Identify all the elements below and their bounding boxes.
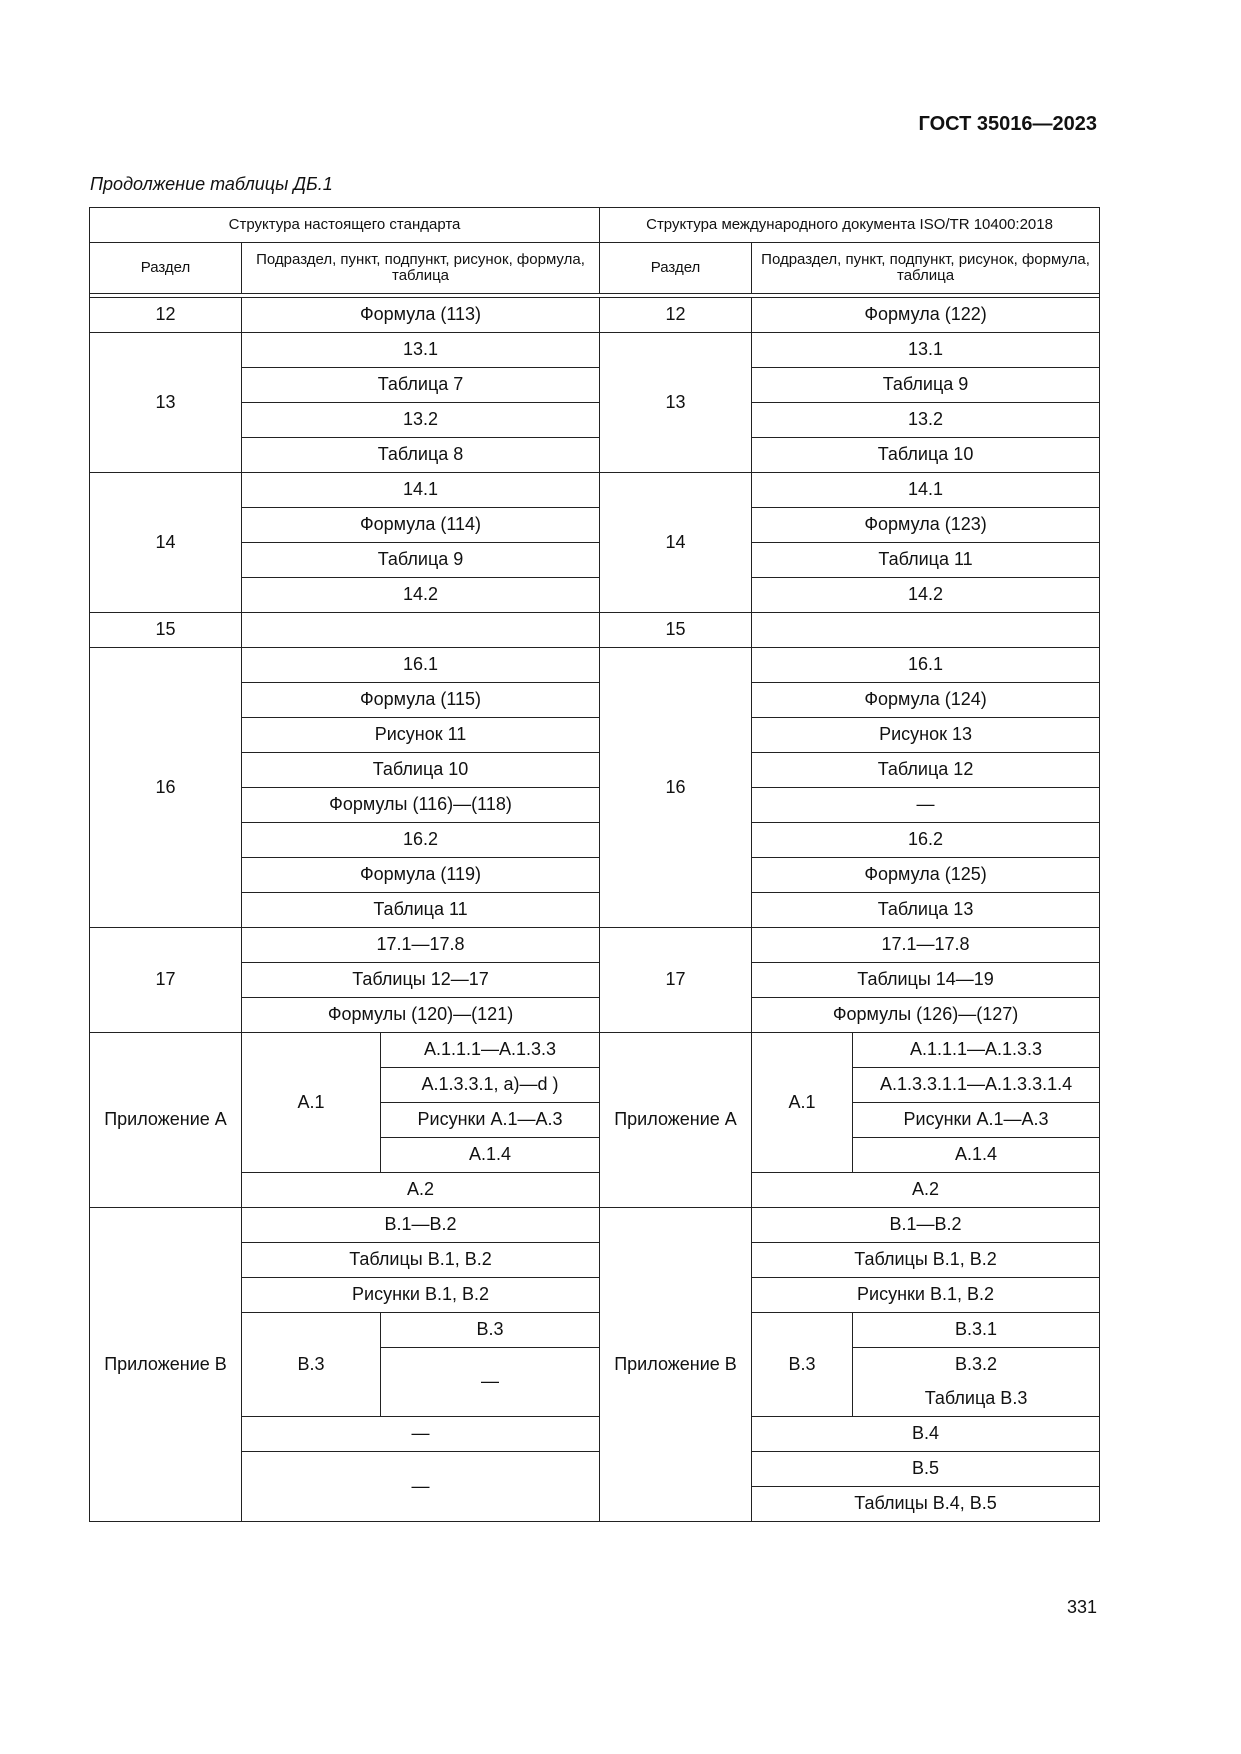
table-row — [90, 928, 1100, 963]
item-cell: Формулы (126)—(127) — [752, 998, 1100, 1033]
item-cell: Рисунки А.1—А.3 — [381, 1103, 600, 1138]
item-cell: Таблицы В.1, В.2 — [242, 1243, 600, 1278]
section-cell: 12 — [90, 298, 242, 333]
table-row — [90, 718, 1100, 753]
table-row — [90, 613, 1100, 648]
item-cell: — — [752, 788, 1100, 823]
item-cell: 16.2 — [752, 823, 1100, 858]
item-cell: Таблицы В.4, В.5 — [752, 1487, 1100, 1522]
item-cell: Таблица 12 — [752, 753, 1100, 788]
item-cell: 14.1 — [752, 473, 1100, 508]
item-cell: — — [381, 1348, 600, 1417]
section-cell: 13 — [90, 333, 242, 473]
item-cell: Формула (119) — [242, 858, 600, 893]
table-row — [90, 403, 1100, 438]
item-cell: Таблица 8 — [242, 438, 600, 473]
section-cell: 15 — [600, 613, 752, 648]
item-cell: Таблицы 14—19 — [752, 963, 1100, 998]
table-row — [90, 298, 1100, 333]
item-cell: 14.1 — [242, 473, 600, 508]
table-row — [90, 1033, 1100, 1068]
item-cell: — — [242, 1452, 600, 1522]
item-cell: Рисунок 11 — [242, 718, 600, 753]
item-cell: В.1—В.2 — [752, 1208, 1100, 1243]
subsection-cell: А.1 — [752, 1033, 853, 1173]
table-row — [90, 683, 1100, 718]
page-number: 331 — [1066, 1597, 1097, 1617]
item-cell: А.2 — [752, 1173, 1100, 1208]
item-cell: 13.1 — [752, 333, 1100, 368]
item-cell: 16.1 — [242, 648, 600, 683]
table-row — [90, 1313, 1100, 1348]
item-cell: 14.2 — [242, 578, 600, 613]
table-row — [90, 1278, 1100, 1313]
section-cell: Приложение А — [90, 1033, 242, 1208]
section-cell: Приложение А — [600, 1033, 752, 1208]
table-row — [90, 438, 1100, 473]
table-row — [90, 578, 1100, 613]
item-cell: Формула (115) — [242, 683, 600, 718]
table-row — [90, 1208, 1100, 1243]
item-cell: Таблицы 12—17 — [242, 963, 600, 998]
subsection-cell: А.1 — [242, 1033, 381, 1173]
section-cell: Приложение В — [600, 1208, 752, 1522]
table-row — [90, 998, 1100, 1033]
section-cell: 17 — [90, 928, 242, 1033]
table-row — [90, 1417, 1100, 1452]
item-cell: Формула (124) — [752, 683, 1100, 718]
item-cell: А.1.4 — [381, 1138, 600, 1173]
section-cell: 16 — [600, 648, 752, 928]
table-row — [90, 788, 1100, 823]
item-cell: Таблица 13 — [752, 893, 1100, 928]
table-row — [90, 333, 1100, 368]
item-cell: А.2 — [242, 1173, 600, 1208]
item-cell: В.3.1 — [853, 1313, 1100, 1348]
item-cell: — — [242, 1417, 600, 1452]
section-cell: 14 — [90, 473, 242, 613]
item-cell: 13.1 — [242, 333, 600, 368]
item-cell: В.3 — [381, 1313, 600, 1348]
item-cell: В.5 — [752, 1452, 1100, 1487]
item-cell: В.4 — [752, 1417, 1100, 1452]
section-cell: 16 — [90, 648, 242, 928]
item-cell: Таблица 10 — [242, 753, 600, 788]
table-row — [90, 1173, 1100, 1208]
col-header-right-subsection: Подраздел, пункт, подпункт, рисунок, формула, таблица — [752, 243, 1100, 294]
item-cell: Формула (113) — [242, 298, 600, 333]
item-cell: 13.2 — [752, 403, 1100, 438]
item-cell: Таблица 9 — [752, 368, 1100, 403]
item-cell: А.1.4 — [853, 1138, 1100, 1173]
table-row — [90, 893, 1100, 928]
table-row — [90, 858, 1100, 893]
table-row — [90, 753, 1100, 788]
item-cell-empty — [242, 613, 600, 648]
subsection-cell: В.3 — [752, 1313, 853, 1417]
subsection-cell: В.3 — [242, 1313, 381, 1417]
item-cell: Формула (114) — [242, 508, 600, 543]
column-header-row — [90, 243, 1100, 294]
table-row — [90, 823, 1100, 858]
item-cell: Формулы (120)—(121) — [242, 998, 600, 1033]
table-row — [90, 648, 1100, 683]
item-cell: Таблицы В.1, В.2 — [752, 1243, 1100, 1278]
item-cell: 16.1 — [752, 648, 1100, 683]
item-cell: А.1.1.1—А.1.3.3 — [381, 1033, 600, 1068]
item-cell: Рисунки А.1—А.3 — [853, 1103, 1100, 1138]
item-cell: 13.2 — [242, 403, 600, 438]
section-cell: 12 — [600, 298, 752, 333]
table-row — [90, 963, 1100, 998]
item-cell: Таблица 11 — [242, 893, 600, 928]
table-row — [90, 368, 1100, 403]
item-cell: Таблица 11 — [752, 543, 1100, 578]
section-cell: 14 — [600, 473, 752, 613]
item-cell: В.3.2 — [853, 1348, 1100, 1383]
table-row — [90, 508, 1100, 543]
item-cell: 17.1—17.8 — [242, 928, 600, 963]
section-cell: Приложение В — [90, 1208, 242, 1522]
table-row — [90, 1243, 1100, 1278]
item-cell: 17.1—17.8 — [752, 928, 1100, 963]
group-header-left: Структура настоящего стандарта — [90, 208, 600, 243]
col-header-left-subsection: Подраздел, пункт, подпункт, рисунок, формула, таблица — [242, 243, 600, 294]
item-cell: Таблица 10 — [752, 438, 1100, 473]
item-cell: А.1.3.3.1, а)—d ) — [381, 1068, 600, 1103]
col-header-left-section: Раздел — [90, 243, 242, 294]
item-cell: Формула (125) — [752, 858, 1100, 893]
section-cell: 15 — [90, 613, 242, 648]
item-cell: 16.2 — [242, 823, 600, 858]
table-row — [90, 473, 1100, 508]
item-cell: А.1.3.3.1.1—А.1.3.3.1.4 — [853, 1068, 1100, 1103]
item-cell: В.1—В.2 — [242, 1208, 600, 1243]
item-cell: Формула (123) — [752, 508, 1100, 543]
group-header-row — [90, 208, 1100, 243]
item-cell: Формула (122) — [752, 298, 1100, 333]
item-cell: Таблица В.3 — [853, 1382, 1100, 1417]
item-cell-empty — [752, 613, 1100, 648]
item-cell: А.1.1.1—А.1.3.3 — [853, 1033, 1100, 1068]
item-cell: Формулы (116)—(118) — [242, 788, 600, 823]
item-cell: Рисунки В.1, В.2 — [242, 1278, 600, 1313]
item-cell: Таблица 7 — [242, 368, 600, 403]
correspondence-table — [89, 207, 1100, 1522]
section-cell: 13 — [600, 333, 752, 473]
table-row — [90, 1452, 1100, 1487]
item-cell: Рисунки В.1, В.2 — [752, 1278, 1100, 1313]
document-code: ГОСТ 35016—2023 — [918, 113, 1097, 135]
item-cell: 14.2 — [752, 578, 1100, 613]
section-cell: 17 — [600, 928, 752, 1033]
group-header-right: Структура международного документа ISO/TR 10400:2018 — [600, 208, 1100, 243]
col-header-right-section: Раздел — [600, 243, 752, 294]
table-caption: Продолжение таблицы ДБ.1 — [90, 174, 333, 194]
item-cell: Таблица 9 — [242, 543, 600, 578]
table-row — [90, 543, 1100, 578]
item-cell: Рисунок 13 — [752, 718, 1100, 753]
